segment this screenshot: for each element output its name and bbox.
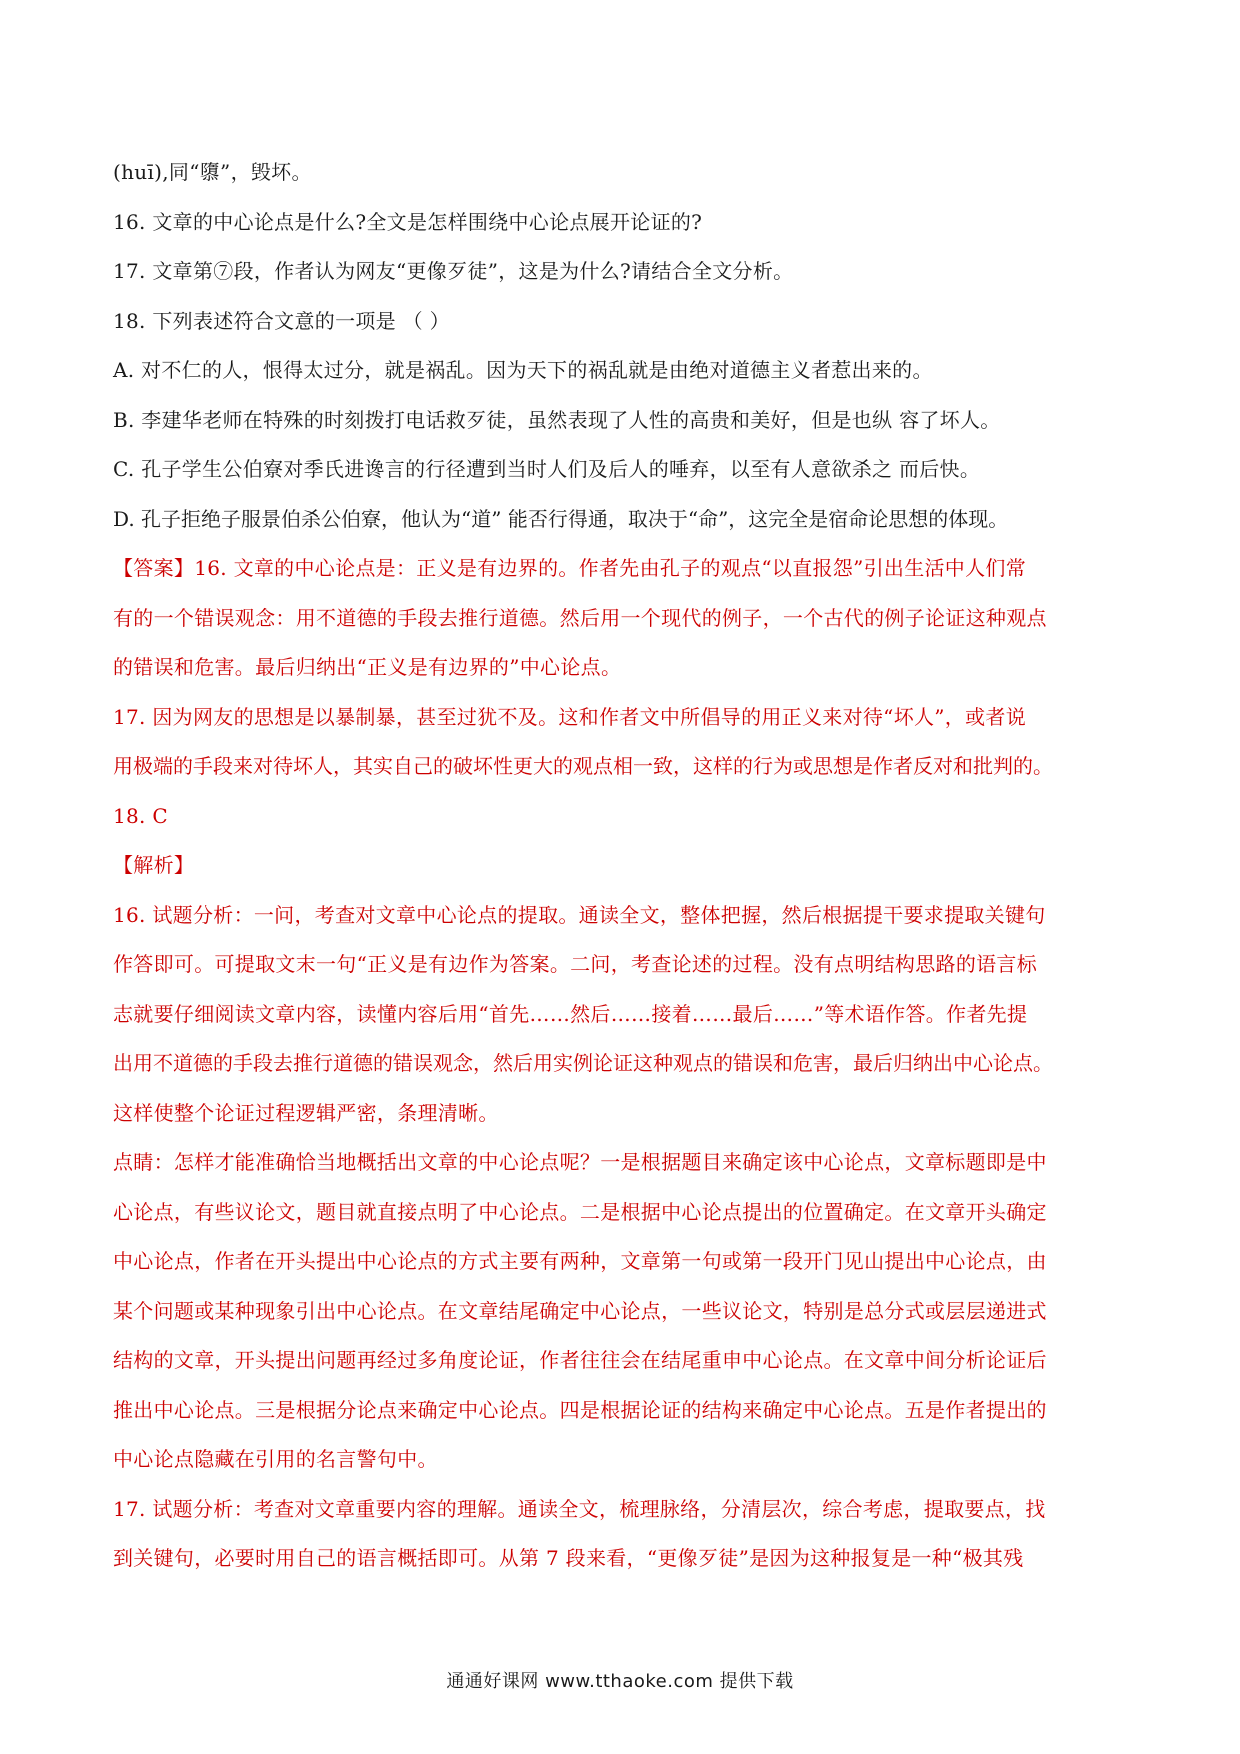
analysis-line: 17. 试题分析：考查对文章重要内容的理解。通读全文，梳理脉络，分清层次，综合考虑，提取要点，找 <box>113 1496 1046 1521</box>
analysis-line: 志就要仔细阅读文章内容，读懂内容后用“首先……然后……接着……最后……”等术语作答。作者先提 <box>113 1001 1028 1026</box>
answer-line: 17. 因为网友的思想是以暴制暴，甚至过犹不及。这和作者文中所倡导的用正义来对待“坏人”，或者说 <box>113 704 1027 729</box>
answer-line: 用极端的手段来对待坏人，其实自己的破坏性更大的观点相一致，这样的行为或思想是作者反对和批判的。 <box>113 754 1053 778</box>
analysis-line: 某个问题或某种现象引出中心论点。在文章结尾确定中心论点，一些议论文，特别是总分式或层层递进式 <box>113 1298 1047 1323</box>
analysis-line: 心论点，有些议论文，题目就直接点明了中心论点。二是根据中心论点提出的位置确定。在文章开头确定 <box>113 1199 1047 1224</box>
page-footer: 通通好课网 www.tthaoke.com 提供下载 <box>446 1671 794 1692</box>
top-fragment: (huī),同“隳”，毁坏。 <box>113 160 312 184</box>
analysis-line: 出用不道德的手段去推行道德的错误观念，然后用实例论证这种观点的错误和危害，最后归纳出中心论点。 <box>113 1051 1053 1075</box>
analysis-line: 这样使整个论证过程逻辑严密，条理清晰。 <box>113 1100 499 1125</box>
answer-line: 18. C <box>113 803 168 828</box>
analysis-line: 中心论点隐藏在引用的名言警句中。 <box>113 1447 438 1471</box>
analysis-line: 中心论点，作者在开头提出中心论点的方式主要有两种，文章第一句或第一段开门见山提出中心论点，由 <box>113 1249 1047 1273</box>
option-d: D. 孔子拒绝子服景伯杀公伯寮，他认为“道” 能否行得通，取决于“命”，这完全是宿命论思想的体现。 <box>113 506 1009 531</box>
question-17: 17. 文章第⑦段，作者认为网友“更像歹徒”，这是为什么?请结合全文分析。 <box>113 259 794 283</box>
question-18: 18. 下列表述符合文意的一项是 （ ） <box>113 308 450 333</box>
answer-line: 的错误和危害。最后归纳出“正义是有边界的”中心论点。 <box>113 655 622 679</box>
analysis-line: 16. 试题分析：一问，考查对文章中心论点的提取。通读全文，整体把握，然后根据提干要求提取关键句 <box>113 902 1046 927</box>
document-body <box>113 155 1133 1591</box>
option-b: B. 李建华老师在特殊的时刻拨打电话救歹徒，虽然表现了人性的高贵和美好，但是也纵 容了坏人。 <box>113 407 1001 432</box>
analysis-line: 推出中心论点。三是根据分论点来确定中心论点。四是根据论证的结构来确定中心论点。五是作者提出的 <box>113 1397 1047 1422</box>
question-16: 16. 文章的中心论点是什么?全文是怎样围绕中心论点展开论证的? <box>113 209 703 234</box>
answer-line: 【答案】16. 文章的中心论点是：正义是有边界的。作者先由孔子的观点“以直报怨”引出生活中人们常 <box>113 556 1027 580</box>
option-a: A. 对不仁的人，恨得太过分，就是祸乱。因为天下的祸乱就是由绝对道德主义者惹出来的。 <box>113 358 933 382</box>
analysis-line: 到关键句，必要时用自己的语言概括即可。从第 7 段来看，“更像歹徒”是因为这种报复是一种“极其残 <box>113 1546 1024 1570</box>
answer-line: 有的一个错误观念：用不道德的手段去推行道德。然后用一个现代的例子，一个古代的例子论证这种观点 <box>113 605 1047 630</box>
analysis-line: 作答即可。可提取文末一句“正义是有边作为答案。二问，考查论述的过程。没有点明结构思路的语言标 <box>113 952 1038 976</box>
option-c: C. 孔子学生公伯寮对季氏进谗言的行径遭到当时人们及后人的唾弃，以至有人意欲杀之 而后快。 <box>113 457 981 481</box>
analysis-line: 点睛：怎样才能准确恰当地概括出文章的中心论点呢？一是根据题目来确定该中心论点，文章标题即是中 <box>113 1150 1047 1174</box>
analysis-heading: 【解析】 <box>113 853 195 877</box>
analysis-line: 结构的文章，开头提出问题再经过多角度论证，作者往往会在结尾重申中心论点。在文章中间分析论证后 <box>113 1348 1047 1372</box>
